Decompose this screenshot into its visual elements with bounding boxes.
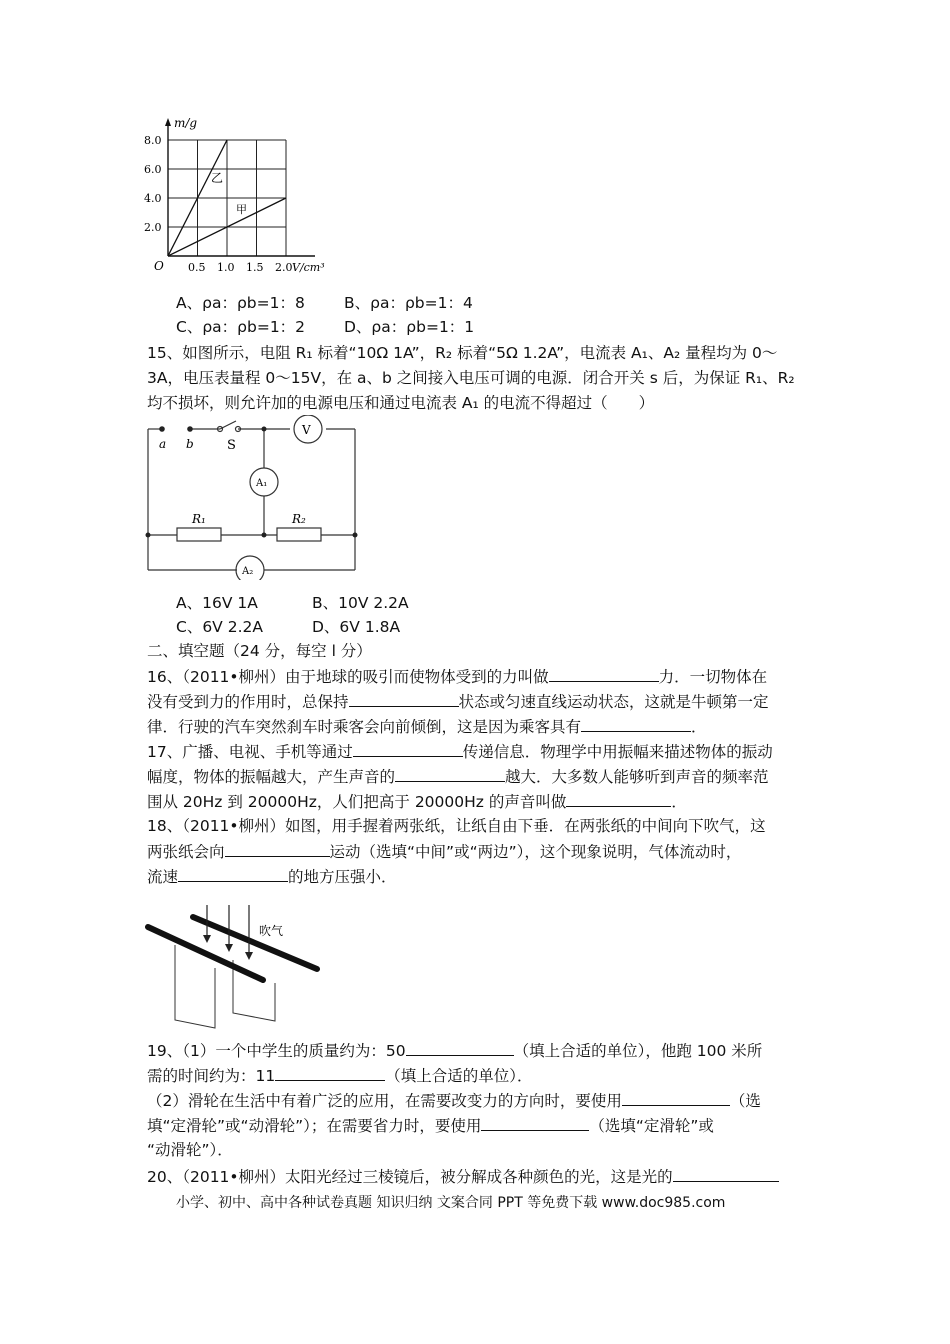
label-switch: S — [227, 438, 236, 453]
answer-blank[interactable] — [673, 1165, 779, 1182]
y-axis-label: m/g — [174, 116, 198, 130]
text: 状态或匀速直线运动状态，这就是牛顿第一定 — [458, 693, 769, 711]
series-label-jia: 甲 — [236, 203, 247, 216]
q15-option-c: C、6V 2.2A — [176, 618, 263, 636]
text: 幅度，物体的振幅越大，产生声音的 — [147, 768, 396, 786]
paper-blowing-figure — [145, 905, 330, 1030]
q17-line-1 — [147, 740, 773, 763]
answer-blank[interactable] — [481, 1114, 589, 1131]
text: 两张纸会向 — [147, 843, 225, 861]
y-tick-label: 2.0 — [144, 221, 162, 234]
terminal-a — [159, 426, 165, 432]
text: 填“定滑轮”或“动滑轮”）；在需要省力时，要使用 — [147, 1117, 482, 1135]
text: 没有受到力的作用时，总保持 — [147, 693, 349, 711]
x-tick-label: 1.0 — [217, 261, 235, 274]
circuit-diagram — [140, 415, 365, 580]
q14-option-b: B、ρa：ρb=1：4 — [344, 294, 473, 312]
q15-option-a: A、16V 1A — [176, 594, 258, 612]
q19-line-2 — [147, 1064, 533, 1087]
text: ． — [691, 718, 707, 736]
q17-line-2 — [147, 765, 769, 788]
text: 传递信息．物理学中用振幅来描述物体的振动 — [462, 743, 773, 761]
q19-line-3 — [147, 1089, 761, 1112]
answer-blank[interactable] — [549, 665, 659, 682]
label-a1: A₁ — [256, 478, 268, 489]
text: 17、广播、电视、手机等通过 — [147, 743, 353, 761]
mass-volume-graph — [140, 110, 340, 275]
q19-line-1 — [147, 1039, 762, 1062]
x-tick-label: 0.5 — [188, 261, 206, 274]
label-r2: R₂ — [292, 512, 306, 526]
text: 越大．大多数人能够听到声音的频率范 — [505, 768, 769, 786]
page-footer: 小学、初中、高中各种试卷真题 知识归纳 文案合同 PPT 等免费下载 www.doc985.com — [176, 1195, 726, 1211]
q18-line-2 — [147, 840, 741, 863]
text: （选填“定滑轮”或 — [589, 1117, 714, 1135]
text: 19、（1）一个中学生的质量约为：50 — [147, 1042, 406, 1060]
answer-blank[interactable] — [225, 840, 330, 857]
q17-line-3 — [147, 790, 687, 813]
x-axis-label: V/cm³ — [292, 261, 325, 274]
answer-blank[interactable] — [353, 740, 463, 757]
answer-blank[interactable] — [275, 1064, 385, 1081]
answer-blank[interactable] — [566, 790, 671, 807]
q19-line-5: “动滑轮”）． — [147, 1141, 233, 1159]
q16-line-2 — [147, 690, 769, 713]
text: （2）滑轮在生活中有着广泛的应用，在需要改变力的方向时，要使用 — [147, 1092, 622, 1110]
y-tick-label: 4.0 — [144, 192, 162, 205]
text: 力．一切物体在 — [658, 668, 768, 686]
q15-line-1: 15、如图所示，电阻 R₁ 标着“10Ω 1A”，R₂ 标着“5Ω 1.2A”，电流表 A₁、A₂ 量程均为 0～ — [147, 344, 778, 362]
answer-blank[interactable] — [406, 1039, 514, 1056]
label-b: b — [186, 437, 194, 451]
text: （填上合适的单位）． — [385, 1067, 533, 1085]
blow-label: 吹气 — [259, 924, 284, 938]
q14-option-c: C、ρa：ρb=1：2 — [176, 318, 306, 336]
q15-line-3: 均不损坏，则允许加的电源电压和通过电流表 A₁ 的电流不得超过（ ） — [147, 394, 655, 412]
answer-blank[interactable] — [581, 715, 691, 732]
text: 的地方压强小． — [288, 868, 397, 886]
answer-blank[interactable] — [395, 765, 505, 782]
q16-line-3 — [147, 715, 707, 738]
label-a2: A₂ — [242, 566, 254, 577]
text: 流速 — [147, 868, 179, 886]
text: （填上合适的单位），他跑 100 米所 — [513, 1042, 763, 1060]
text: ． — [671, 793, 687, 811]
label-r1: R₁ — [192, 512, 206, 526]
q16-line-1 — [147, 665, 767, 688]
y-tick-label: 6.0 — [144, 163, 162, 176]
text: 运动（选填“中间”或“两边”），这个现象说明，气体流动时， — [329, 843, 742, 861]
text: 16、（2011•柳州）由于地球的吸引而使物体受到的力叫做 — [147, 668, 549, 686]
text: 20、（2011•柳州）太阳光经过三棱镜后，被分解成各种颜色的光，这是光的 — [147, 1168, 673, 1186]
q14-option-a: A、ρa：ρb=1：8 — [176, 294, 305, 312]
answer-blank[interactable] — [622, 1089, 730, 1106]
q18-line-3 — [147, 865, 397, 888]
origin-label: O — [154, 259, 164, 273]
q15-option-b: B、10V 2.2A — [312, 594, 409, 612]
x-tick-label: 2.0 — [275, 261, 293, 274]
section-heading: 二、填空题（24 分，每空 l 分） — [147, 642, 372, 660]
q15-option-d: D、6V 1.8A — [312, 618, 401, 636]
text: 围从 20Hz 到 20000Hz，人们把高于 20000Hz 的声音叫做 — [147, 793, 567, 811]
text: 需的时间约为：11 — [147, 1067, 276, 1085]
series-label-yi: 乙 — [211, 171, 224, 185]
q18-line-1: 18、（2011•柳州）如图，用手握着两张纸，让纸自由下垂．在两张纸的中间向下吹气，这 — [147, 817, 766, 835]
answer-blank[interactable] — [349, 690, 459, 707]
terminal-b — [187, 426, 193, 432]
y-tick-label: 8.0 — [144, 134, 162, 147]
q14-option-d: D、ρa：ρb=1：1 — [344, 318, 475, 336]
label-v: V — [302, 423, 311, 437]
label-a: a — [159, 437, 167, 451]
q19-line-4 — [147, 1114, 714, 1137]
text: 律．行驶的汽车突然刹车时乘客会向前倾倒，这是因为乘客具有 — [147, 718, 582, 736]
q15-line-2: 3A，电压表量程 0～15V，在 a、b 之间接入电压可调的电源．闭合开关 s 后，为保证 R₁、R₂ — [147, 369, 795, 387]
q20-line-1 — [147, 1165, 779, 1188]
x-tick-label: 1.5 — [246, 261, 264, 274]
text: （选 — [729, 1092, 761, 1110]
answer-blank[interactable] — [178, 865, 288, 882]
